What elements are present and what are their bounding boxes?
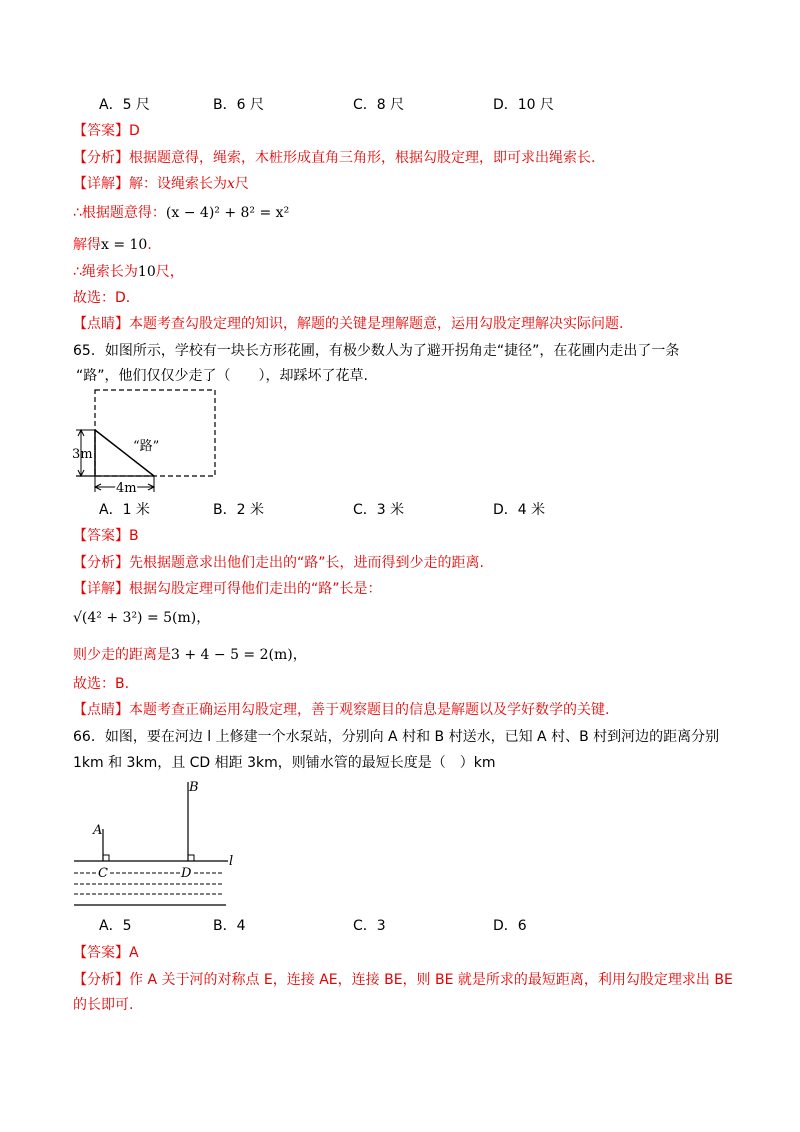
- answer-value: B: [129, 528, 139, 544]
- q65-detail: [73, 579, 382, 599]
- rope-suffix: 尺，: [155, 264, 184, 280]
- answer-value: A: [129, 945, 139, 961]
- answer-tag: 【答案】: [73, 123, 129, 139]
- q66-option-b: B．4: [213, 918, 246, 934]
- q65-option-d: D．4 米: [493, 502, 546, 518]
- detail-text: 根据勾股定理可得他们走出的“路”长是：: [129, 581, 382, 597]
- right-angle-d: [188, 855, 194, 861]
- comment-text: 本题考查勾股定理的知识，解题的关键是理解题意，运用勾股定理解决实际问题.: [129, 316, 624, 332]
- q65-option-a: A．1 米: [99, 502, 150, 518]
- less-prefix: 则少走的距离是: [73, 647, 171, 663]
- q65-question-line1: 65．如图所示，学校有一块长方形花圃，有极少数人为了避开拐角走“捷径”，在花圃内走出了一条: [73, 343, 680, 359]
- q65-question-line2: “路”，他们仅仅少走了（ ），却踩坏了花草.: [76, 368, 368, 384]
- comment-tag: 【点睛】: [73, 316, 129, 332]
- comment-text: 本题考查正确运用勾股定理，善于观察题目的信息是解题以及学好数学的关键.: [129, 702, 610, 718]
- q65-option-c: C．3 米: [353, 502, 405, 518]
- garden-rectangle: [95, 390, 215, 476]
- q64-solve-line: [73, 235, 152, 255]
- q64-choose: 故选：D.: [73, 290, 131, 306]
- solve-suffix: .: [147, 237, 152, 253]
- answer-tag: 【答案】: [73, 528, 129, 544]
- answer-value: D: [129, 123, 140, 139]
- solve-prefix: 解得: [73, 237, 101, 253]
- width-label: 4m: [116, 481, 137, 496]
- analysis-text-line1: 作 A 关于河的对称点 E，连接 AE，连接 BE，则 BE 就是所求的最短距离，利用勾股定理求出 BE: [129, 972, 733, 988]
- analysis-text: 根据题意得，绳索，木桩形成直角三角形，根据勾股定理，即可求出绳索长.: [129, 150, 596, 166]
- q66-question-line1: 66．如图，要在河边 l 上修建一个水泵站，分别向 A 村和 B 村送水，已知 A 村、B 村到河边的距离分别: [73, 729, 720, 745]
- river-l-label: l: [229, 854, 234, 869]
- q66-analysis: [73, 970, 733, 990]
- analysis-text: 先根据题意求出他们走出的“路”长，进而得到少走的距离.: [129, 555, 484, 571]
- rope-value: 10: [137, 264, 156, 280]
- answer-tag: 【答案】: [73, 945, 129, 961]
- q65-option-b: B．2 米: [213, 502, 264, 518]
- q66-question-line2: 1km 和 3km，且 CD 相距 3km，则铺水管的最短长度是（ ）km: [73, 755, 496, 771]
- solve-equation: x = 10: [101, 237, 148, 253]
- q65-sqrt-equation: √(4² + 3²) = 5(m)，: [73, 610, 211, 626]
- point-b-label: B: [189, 780, 199, 795]
- height-label: 3m: [72, 447, 93, 462]
- q66-analysis-line2: 的长即可.: [73, 997, 134, 1013]
- q65-comment: [73, 700, 609, 720]
- analysis-tag: 【分析】: [73, 150, 129, 166]
- q64-answer: [73, 121, 140, 141]
- point-d-label: D: [181, 866, 192, 881]
- q66-option-a: A．5: [99, 918, 132, 934]
- q66-option-d: D．6: [493, 918, 527, 934]
- detail-text: 解：设绳索长为: [129, 176, 227, 192]
- q64-rope-line: [73, 262, 184, 282]
- q65-answer: [73, 526, 139, 546]
- q64-equation-line: [73, 203, 289, 223]
- q65-figure: [70, 388, 230, 498]
- q65-less-line: [73, 645, 307, 665]
- detail-tag: 【详解】: [73, 581, 129, 597]
- pythagoras-equation: (x − 4)² + 8² = x²: [165, 205, 290, 221]
- q65-choose: 故选：B.: [73, 676, 130, 692]
- q64-option-a: A．5 尺: [99, 97, 150, 113]
- q64-option-d: D．10 尺: [493, 97, 555, 113]
- analysis-tag: 【分析】: [73, 972, 129, 988]
- q64-option-c: C．8 尺: [353, 97, 405, 113]
- rope-prefix: ∴绳索长为: [73, 264, 138, 280]
- road-label: “路”: [133, 439, 160, 454]
- q64-detail: [73, 174, 249, 194]
- less-equation: 3 + 4 − 5 = 2(m)，: [171, 647, 307, 663]
- detail-tag: 【详解】: [73, 176, 129, 192]
- q66-answer: [73, 943, 139, 963]
- detail-unit: 尺: [234, 176, 249, 192]
- q66-figure: [72, 775, 242, 910]
- eq-prefix: ∴根据题意得：: [73, 205, 166, 221]
- comment-tag: 【点睛】: [73, 702, 129, 718]
- q64-comment: [73, 314, 623, 334]
- q64-option-b: B．6 尺: [213, 97, 264, 113]
- point-a-label: A: [93, 823, 103, 838]
- q64-analysis: [73, 148, 595, 168]
- q66-option-c: C．3: [353, 918, 386, 934]
- point-c-label: C: [98, 866, 108, 881]
- analysis-tag: 【分析】: [73, 555, 129, 571]
- q65-analysis: [73, 553, 484, 573]
- right-angle-c: [103, 855, 109, 861]
- detail-var: x: [227, 176, 235, 192]
